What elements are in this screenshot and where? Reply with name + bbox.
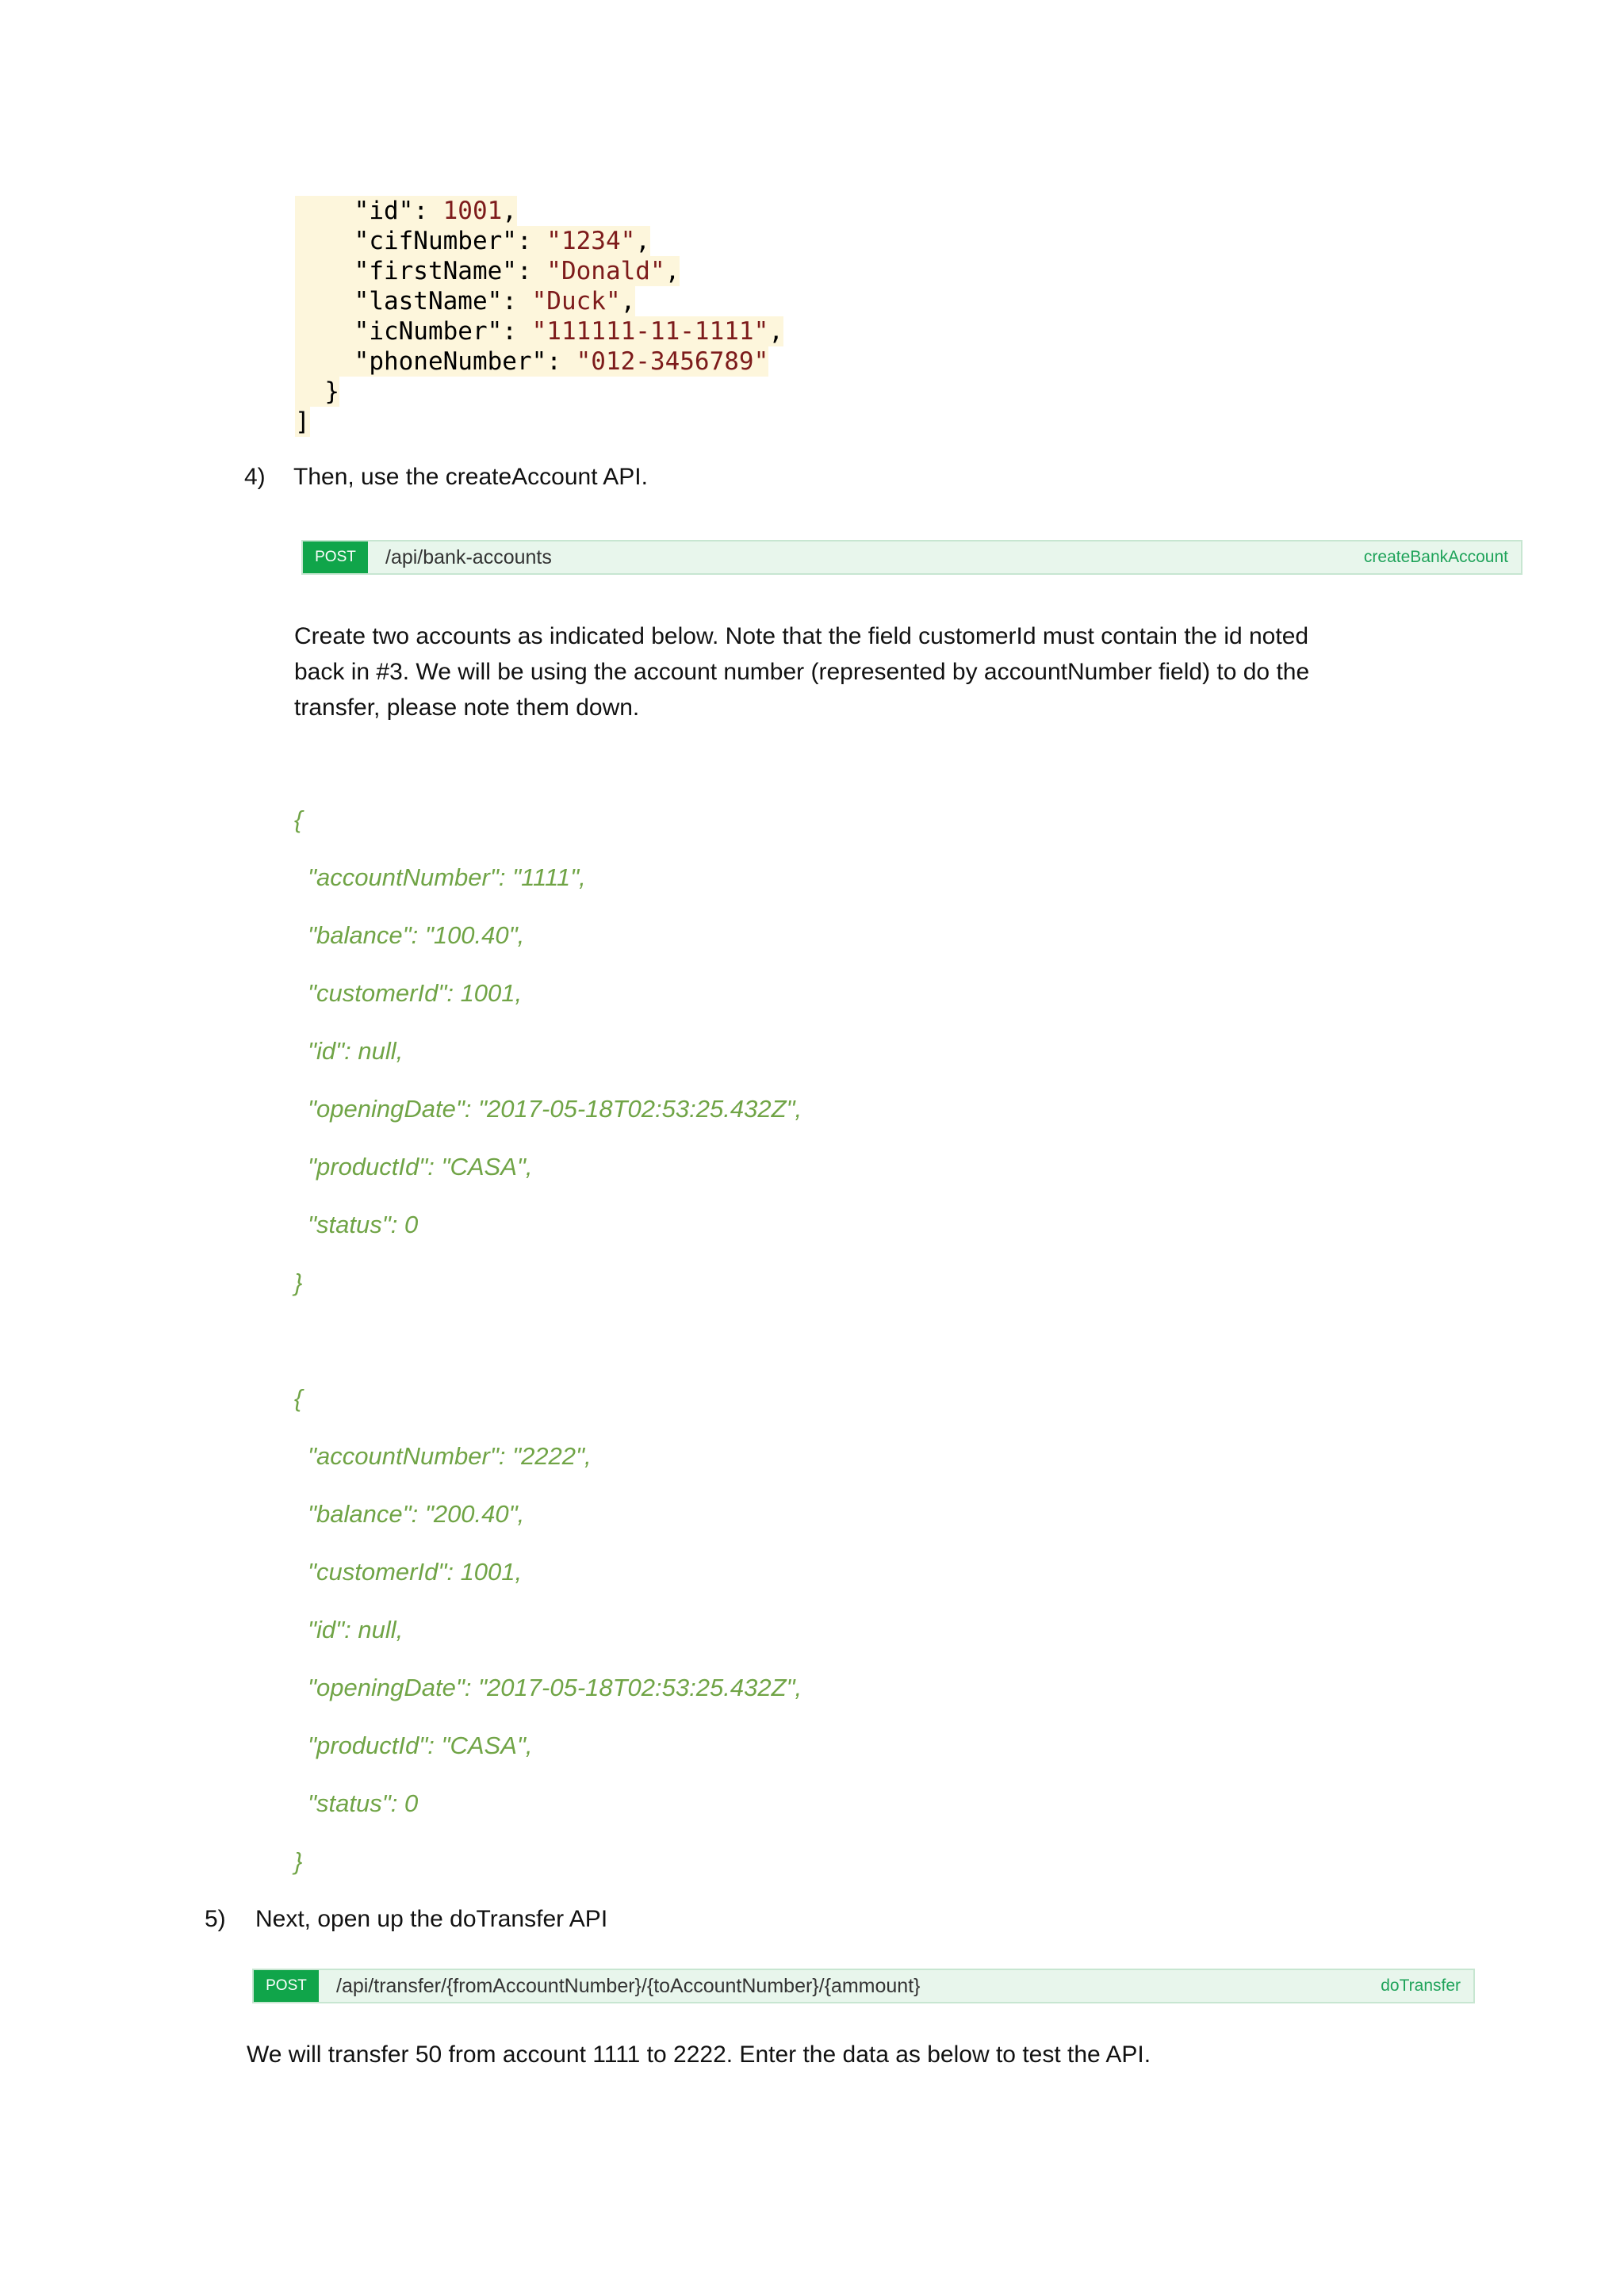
- json-balance: "balance": "200.40",: [308, 1500, 525, 1528]
- json-opening-date: "openingDate": "2017-05-18T02:53:25.432Z",: [308, 1674, 802, 1701]
- api-operation-name: doTransfer: [1381, 1976, 1461, 1995]
- code-line-firstname: "firstName": "Donald",: [295, 256, 783, 286]
- paragraph-line: Create two accounts as indicated below. Note that the field customerId must contain the id noted: [294, 623, 1309, 649]
- json-account-number: "accountNumber": "2222",: [308, 1442, 592, 1470]
- api-create-bank-account[interactable]: [301, 540, 1522, 575]
- code-line-icnumber: "icNumber": "111111-11-1111",: [295, 316, 783, 346]
- api-path: /api/bank-accounts: [385, 545, 552, 568]
- paragraph-line: transfer, please note them down.: [294, 695, 640, 721]
- json-status: "status": 0: [308, 1789, 419, 1817]
- paragraph-line: We will transfer 50 from account 1111 to 2222. Enter the data as below to test the API.: [247, 2042, 1151, 2068]
- json-close-brace: }: [294, 1269, 303, 1296]
- json-customer-id: "customerId": 1001,: [308, 979, 523, 1007]
- json-id: "id": null,: [308, 1616, 404, 1644]
- code-line-id: "id": 1001,: [295, 196, 783, 226]
- post-method-badge: POST: [254, 1970, 319, 2002]
- paragraph-line: back in #3. We will be using the account number (represented by accountNumber field) to do the: [294, 659, 1310, 685]
- json-balance: "balance": "100.40",: [308, 921, 525, 949]
- step-5: [205, 1906, 1394, 1938]
- api-path: /api/transfer/{fromAccountNumber}/{toAccountNumber}/{ammount}: [336, 1974, 921, 1997]
- step-4-paragraph: [294, 618, 1484, 725]
- code-line-lastname: "lastName": "Duck",: [295, 286, 783, 316]
- json-close-brace: }: [294, 1847, 303, 1875]
- json-account-number: "accountNumber": "1111",: [308, 863, 586, 891]
- api-operation-name: createBankAccount: [1363, 548, 1508, 566]
- json-product-id: "productId": "CASA",: [308, 1153, 533, 1181]
- json-product-id: "productId": "CASA",: [308, 1732, 533, 1759]
- code-close-brace: }: [295, 377, 339, 406]
- api-do-transfer[interactable]: [252, 1969, 1475, 2003]
- json-id: "id": null,: [308, 1037, 404, 1065]
- step-4-text: Then, use the createAccount API.: [293, 464, 648, 490]
- code-close-bracket: ]: [295, 408, 310, 436]
- step-4: [244, 464, 1434, 496]
- step-5-text: Next, open up the doTransfer API: [255, 1906, 608, 1932]
- code-line-cifnumber: "cifNumber": "1234",: [295, 226, 783, 256]
- json-customer-id: "customerId": 1001,: [308, 1558, 523, 1586]
- json-open-brace: {: [294, 806, 303, 833]
- json-open-brace: {: [294, 1384, 303, 1412]
- json-status: "status": 0: [308, 1211, 419, 1238]
- step-5-paragraph: [247, 2037, 1515, 2072]
- post-method-badge: POST: [303, 541, 368, 573]
- step-5-number: 5): [205, 1906, 226, 1932]
- json-opening-date: "openingDate": "2017-05-18T02:53:25.432Z",: [308, 1095, 802, 1123]
- customer-response-code: [295, 196, 783, 437]
- code-line-phonenumber: "phoneNumber": "012-3456789": [295, 346, 783, 377]
- step-4-number: 4): [244, 464, 266, 490]
